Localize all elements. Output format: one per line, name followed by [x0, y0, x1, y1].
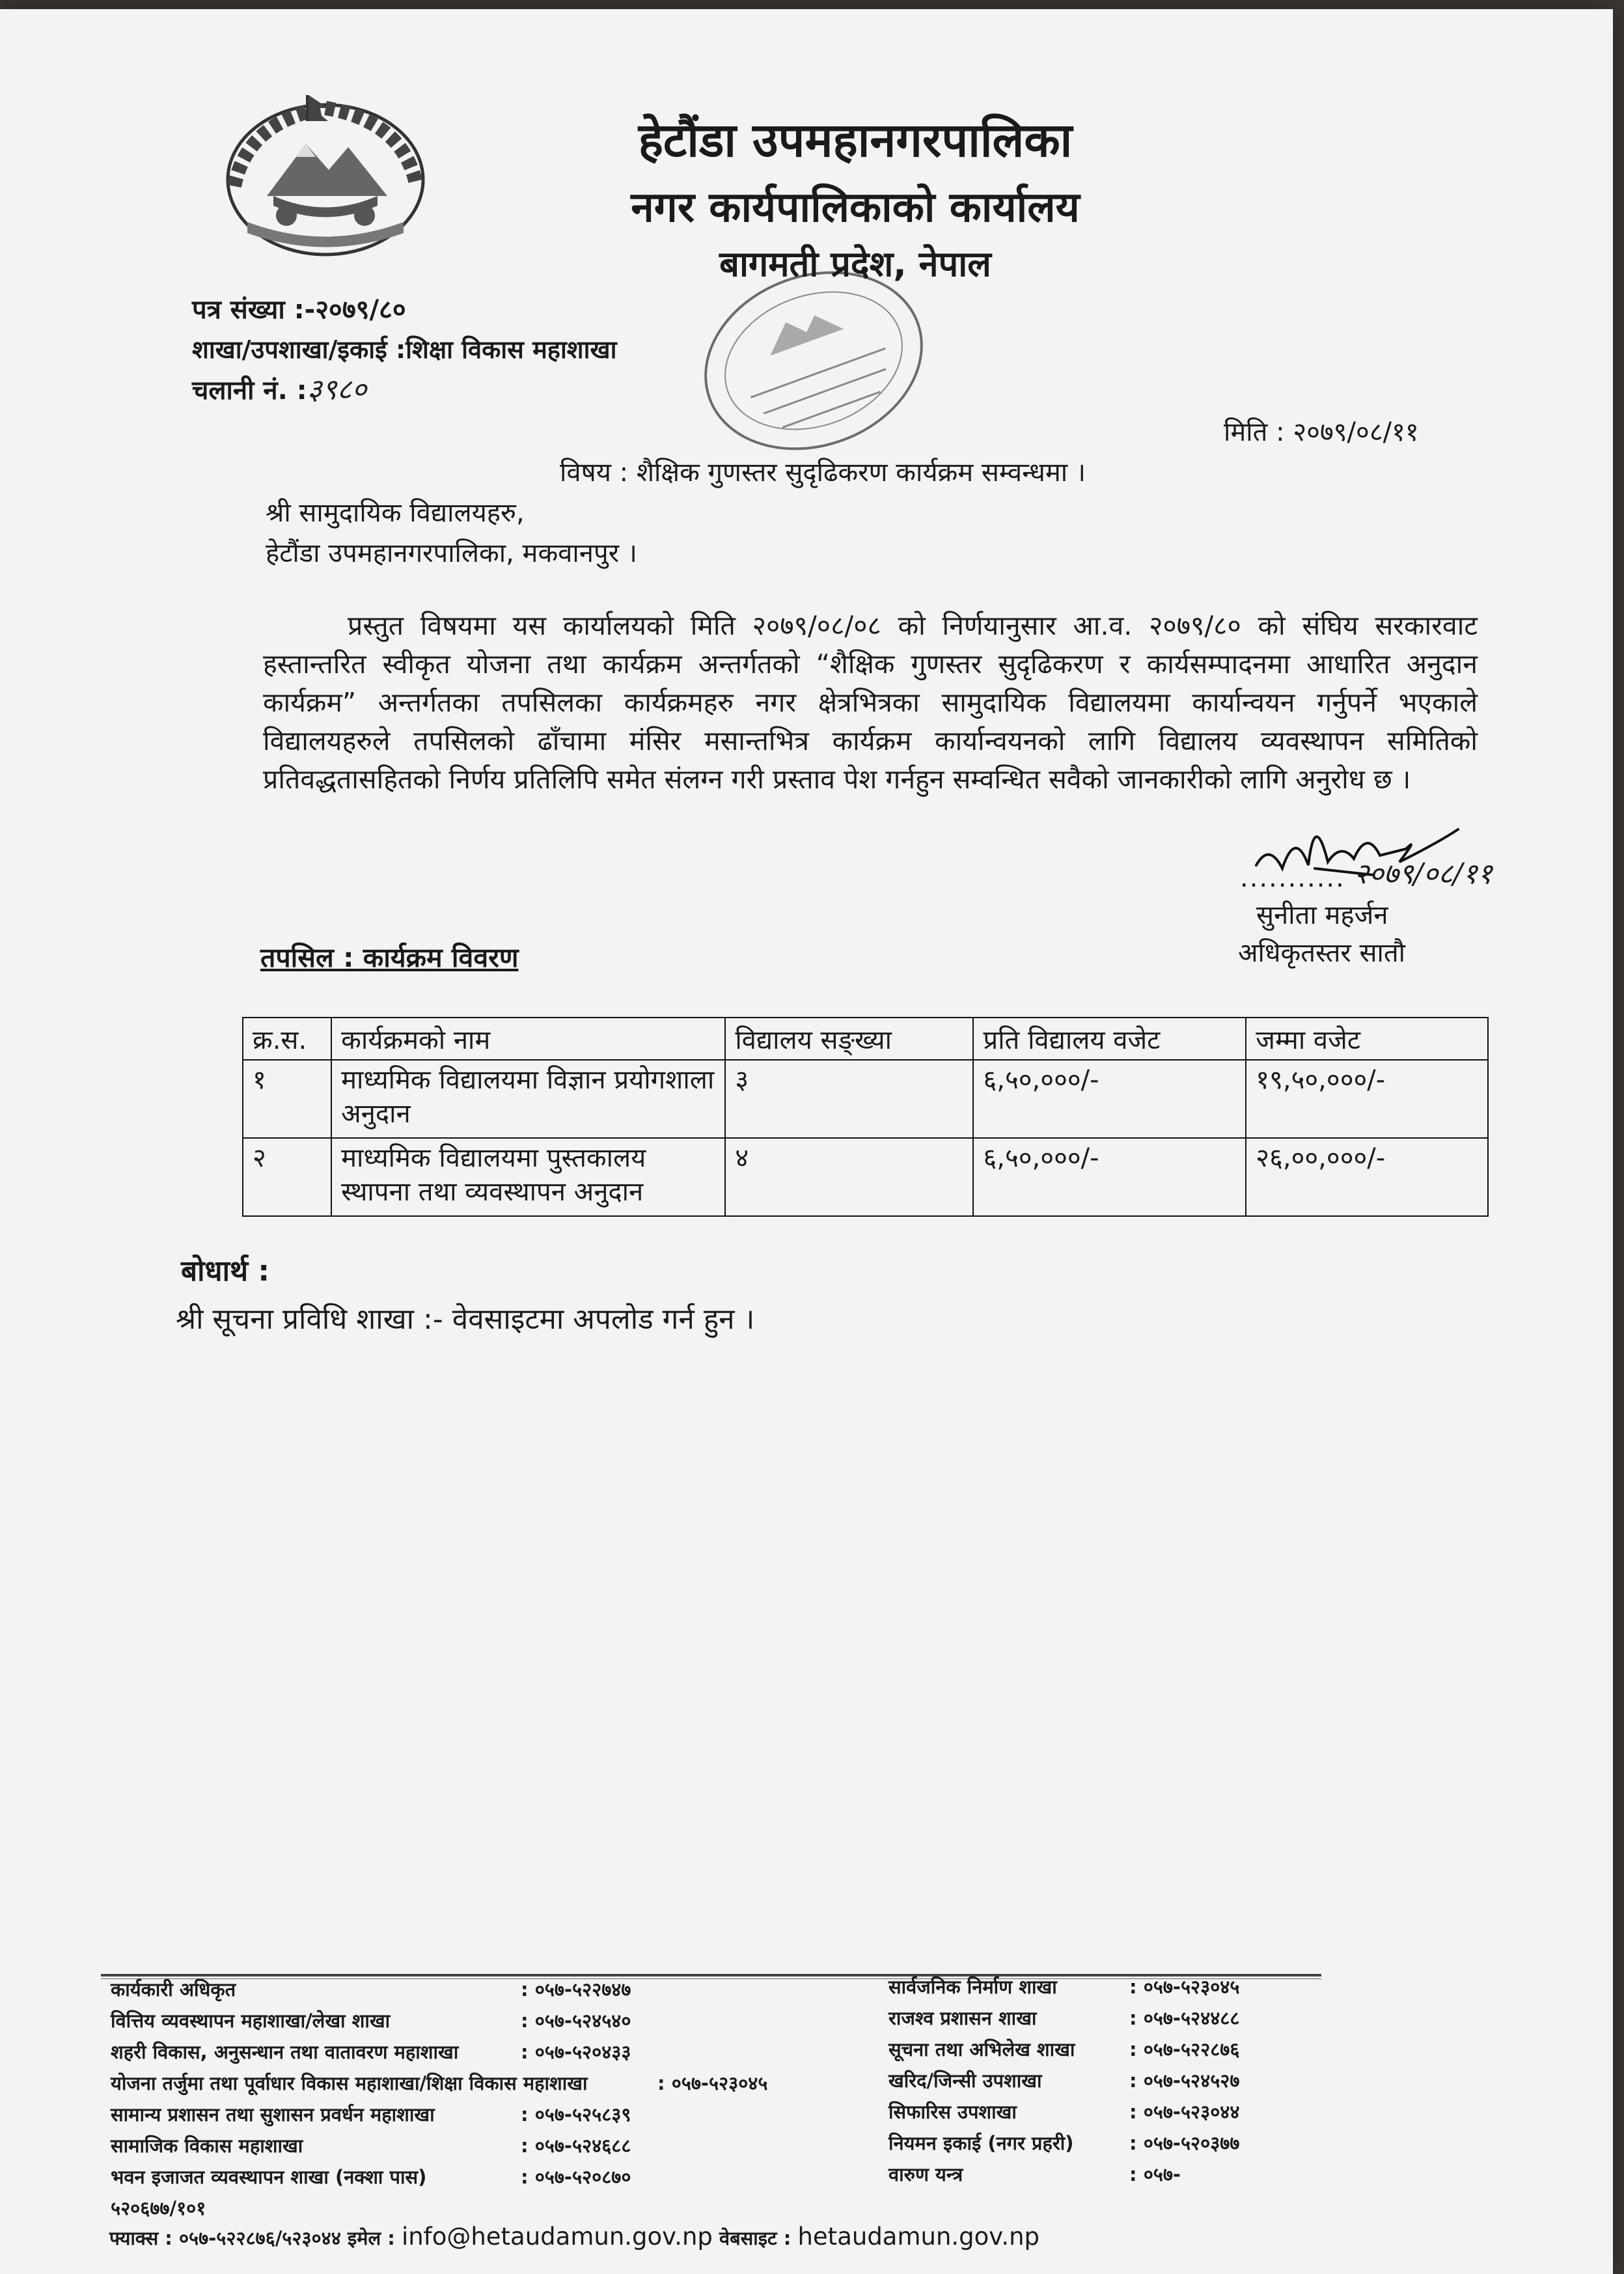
footer-branch-label: शहरी विकास, अनुसन्धान तथा वातावरण महाशाखा [111, 2041, 459, 2063]
signature-date: २०७९/०८/११ [1354, 857, 1493, 891]
footer-branch-label: वारुण यन्त्र [888, 2163, 963, 2185]
dispatch-number-label: चलानी नं. : [192, 376, 307, 406]
letter-subject: विषय : शैक्षिक गुणस्तर सुदृढिकरण कार्यक्रम सम्वन्धमा । [560, 458, 1086, 488]
letter-body: प्रस्तुत विषयमा यस कार्यालयको मिति २०७९/०८/०८ को निर्णयानुसार आ.व. २०७९/८० को संघिय सरकारवाट हस्तान्तरित स्वीकृत योजना तथा कार्यक्रम अन्तर्गतको “शैक्षिक गुणस्तर सुदृढिकरण र कार्यसम्पादनमा आधारित अनुदान कार्यक्रम” अन्तर्गतका तपसिलका कार्यक्रमहरु नगर क्षेत्रभित्रका सामुदायिक विद्यालयमा कार्यान्वयन गर्नुपर्ने भएकाले विद्यालयहरुले तपसिलको ढाँचामा मंसिर मसान्तभित्र कार्यक्रम कार्यान्वयनको लागि विद्यालय व्यवस्थापन समितिको प्रतिवद्धतासहितको निर्णय प्रतिलिपि समेत संलग्न गरी प्रस्ताव पेश गर्नहुन सम्वन्धित सवैको जानकारीको लागि अनुरोध छ । [263, 610, 1478, 795]
footer-branch-phone: : ०५७-५२४४८८ [1129, 2007, 1240, 2029]
cc-heading: बोधार्थ : [181, 1255, 270, 1288]
details-heading: तपसिल : कार्यक्रम विवरण [260, 942, 519, 973]
addressee-line-1: श्री सामुदायिक विद्यालयहरु, [266, 498, 525, 528]
footer-branch-label: सामान्य प्रशासन तथा सुशासन प्रवर्धन महाशाखा [111, 2103, 435, 2126]
table-header-row [243, 1018, 1488, 1060]
footer-left-overflow: ५२०६७७/१०१ [111, 2197, 206, 2219]
footer-branch-label: सूचना तथा अभिलेख शाखा [888, 2038, 1075, 2060]
dispatch-number [192, 368, 366, 408]
table-row [243, 1138, 1488, 1216]
province-heading: बागमती प्रदेश, नेपाल [719, 243, 991, 284]
column-header-program-name: कार्यक्रमको नाम [331, 1018, 725, 1060]
footer-branch-phone: : ०५७-५२३०४५ [1129, 1976, 1240, 1998]
footer-website-label: वेबसाइट : [719, 2227, 791, 2249]
footer-branch-phone: : ०५७-५२४६८८ [521, 2135, 631, 2157]
cell-total-budget: २६,००,०००/- [1246, 1138, 1488, 1216]
footer-branch-label: खरिद/जिन्सी उपशाखा [888, 2070, 1042, 2092]
footer-branch-label: कार्यकारी अधिकृत [111, 1978, 236, 2001]
letter-number: पत्र संख्या :-२०७९/८० [192, 295, 406, 325]
cell-school-count: ४ [725, 1138, 973, 1216]
signature-dots: ........... [1240, 863, 1345, 893]
dispatch-number-value: ३९८० [307, 373, 367, 406]
cell-per-school-budget: ६,५०,०००/- [973, 1138, 1246, 1216]
signatory-title: अधिकृतस्तर सातौ [1238, 938, 1406, 968]
cc-line: श्री सूचना प्रविधि शाखा :- वेवसाइटमा अपलोड गर्न हुन । [176, 1303, 755, 1336]
signatory-name: सुनीता महर्जन [1256, 900, 1388, 930]
footer-contact-line [109, 2223, 1039, 2251]
footer-branch-phone: : ०५७-५२२७४७ [521, 1978, 631, 2001]
column-header-per-school-budget: प्रति विद्यालय वजेट [973, 1018, 1246, 1060]
footer-branch-phone: : ०५७-५२०४३३ [521, 2041, 631, 2063]
footer-branch-label: योजना तर्जुमा तथा पूर्वाधार विकास महाशाखा/शिक्षा विकास महाशाखा [111, 2072, 588, 2094]
addressee-line-2: हेटौंडा उपमहानगरपालिका, मकवानपुर । [266, 538, 637, 568]
cell-sn: १ [243, 1060, 331, 1138]
cell-per-school-budget: ६,५०,०००/- [973, 1060, 1246, 1138]
footer-branch-label: नियमन इकाई (नगर प्रहरी) [888, 2132, 1074, 2154]
cell-program-name: माध्यमिक विद्यालयमा पुस्तकालय स्थापना तथा व्यवस्थापन अनुदान [331, 1138, 725, 1216]
footer-website-link[interactable]: hetaudamun.gov.np [797, 2223, 1040, 2251]
branch-name: शाखा/उपशाखा/इकाई :शिक्षा विकास महाशाखा [192, 335, 617, 364]
column-header-total-budget: जम्मा वजेट [1246, 1018, 1488, 1060]
footer-email-link[interactable]: info@hetaudamun.gov.np [401, 2223, 713, 2251]
footer-branch-label: वित्तिय व्यवस्थापन महाशाखा/लेखा शाखा [111, 2010, 391, 2032]
footer-branch-phone: : ०५७-५२४५२७ [1129, 2070, 1240, 2092]
document-sheet [0, 9, 1613, 2274]
footer-branch-phone: : ०५७-५२०८७० [521, 2166, 631, 2188]
footer-branch-label: सार्वजनिक निर्माण शाखा [888, 1976, 1057, 1998]
footer-branch-phone: : ०५७-५२३०४४ [1129, 2101, 1240, 2123]
office-name-heading: हेटौंडा उपमहानगरपालिका [638, 113, 1073, 167]
cell-sn: २ [243, 1138, 331, 1216]
column-header-school-count: विद्यालय सङ्ख्या [725, 1018, 973, 1060]
footer-branch-phone: : ०५७-५२०३७७ [1129, 2132, 1240, 2154]
letter-date: मिति : २०७९/०८/११ [1224, 417, 1419, 447]
footer-branch-label: भवन इजाजत व्यवस्थापन शाखा (नक्शा पास) [111, 2166, 427, 2188]
cell-school-count: ३ [725, 1060, 973, 1138]
footer-branch-phone: : ०५७- [1129, 2163, 1181, 2185]
office-subheading: नगर कार्यपालिकाको कार्यालय [631, 184, 1080, 232]
footer-fax-email-label: फ्याक्स : ०५७-५२२८७६/५२३०४४ इमेल : [109, 2227, 395, 2249]
cell-program-name: माध्यमिक विद्यालयमा विज्ञान प्रयोगशाला अनुदान [331, 1060, 725, 1138]
footer-branch-phone: : ०५७-५२४५४० [521, 2010, 631, 2032]
footer-branch-label: राजश्व प्रशासन शाखा [888, 2007, 1037, 2029]
footer-branch-phone: : ०५७-५२५८३९ [521, 2103, 631, 2126]
program-table [242, 1017, 1489, 1217]
footer-branch-phone: : ०५७-५२२८७६ [1129, 2038, 1240, 2060]
footer-branch-phone: : ०५७-५२३०४५ [657, 2072, 768, 2094]
column-header-sn: क्र.स. [243, 1018, 331, 1060]
table-row [243, 1060, 1488, 1138]
footer-branch-label: सिफारिस उपशाखा [888, 2101, 1017, 2123]
footer-branch-label: सामाजिक विकास महाशाखा [111, 2135, 303, 2157]
cell-total-budget: १९,५०,०००/- [1246, 1060, 1488, 1138]
